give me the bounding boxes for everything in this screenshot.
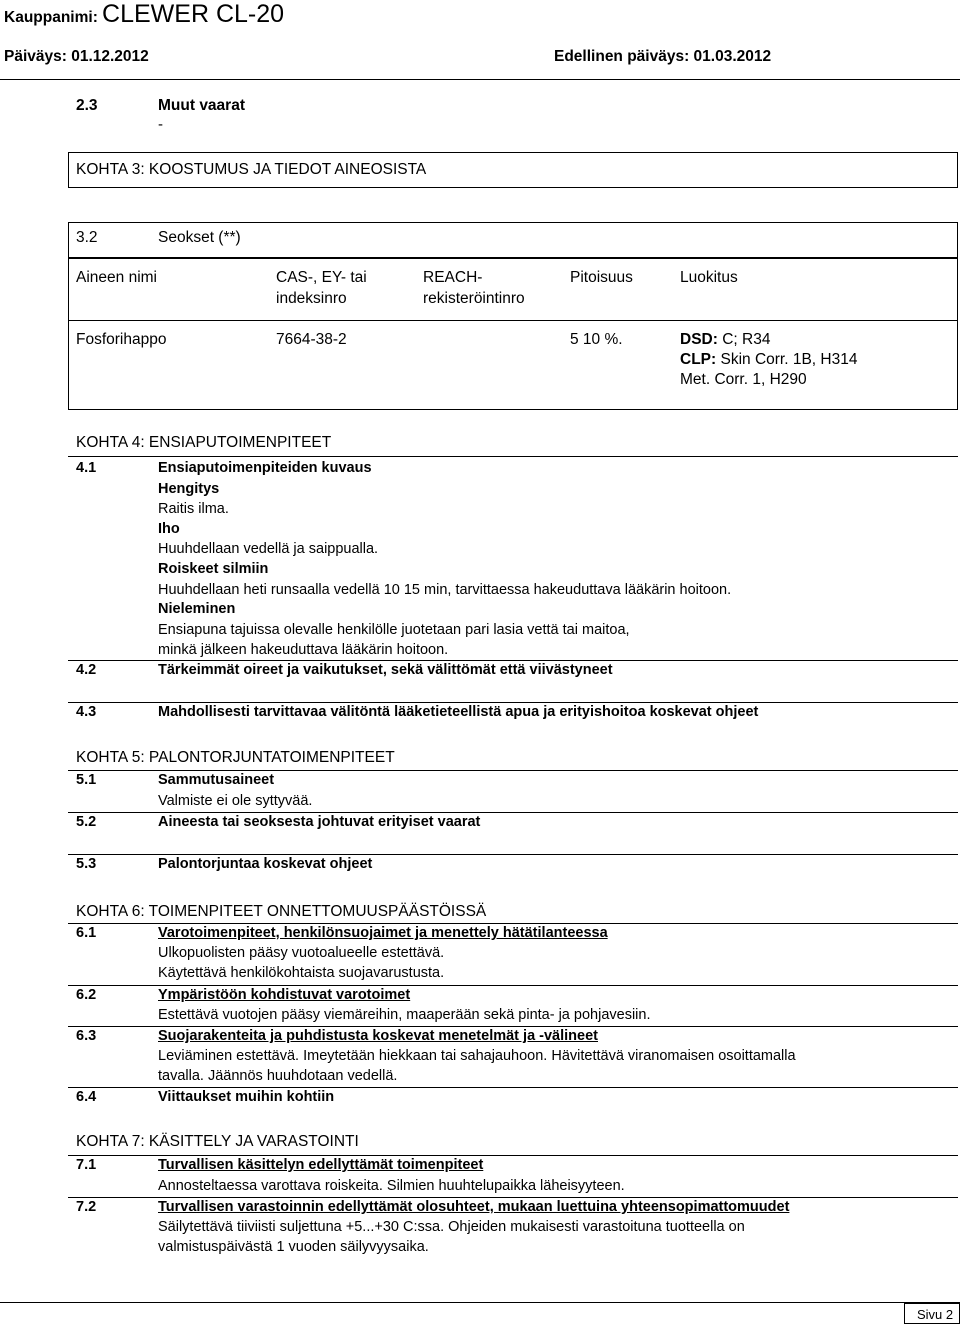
section-2-3-text: - bbox=[158, 116, 163, 133]
composition-table bbox=[68, 258, 958, 410]
s5-2-title: Aineesta tai seoksesta johtuvat erityiset vaarat bbox=[158, 814, 481, 830]
row-classification-met: Met. Corr. 1, H290 bbox=[680, 371, 807, 388]
table-header-divider bbox=[68, 320, 958, 321]
s5-3-title: Palontorjuntaa koskevat ohjeet bbox=[158, 856, 373, 872]
section-7-title: KOHTA 7: KÄSITTELY JA VARASTOINTI bbox=[76, 1133, 359, 1150]
s5-3-rule bbox=[68, 854, 958, 855]
s6-4-number: 6.4 bbox=[76, 1089, 97, 1105]
s4-2-title: Tärkeimmät oireet ja vaikutukset, sekä välittömät että viivästyneet bbox=[158, 662, 613, 678]
iho-label: Iho bbox=[158, 521, 180, 537]
s6-2-number: 6.2 bbox=[76, 987, 97, 1003]
clp-label: CLP: bbox=[680, 351, 717, 368]
previous-date-label: Edellinen päiväys: 01.03.2012 bbox=[554, 48, 772, 65]
row-substance-name: Fosforihappo bbox=[76, 331, 167, 348]
row-classification-clp bbox=[680, 350, 857, 370]
nieleminen-label: Nieleminen bbox=[158, 601, 236, 617]
s7-2-number: 7.2 bbox=[76, 1199, 97, 1215]
header-divider bbox=[0, 79, 960, 80]
row-cas-number: 7664-38-2 bbox=[276, 331, 347, 348]
s4-2-number: 4.2 bbox=[76, 662, 97, 678]
s6-3-text-1: Leviäminen estettävä. Imeytetään hiekkaan tai sahajauhoon. Hävitettävä viranomaisen osoittamalla bbox=[158, 1048, 796, 1064]
col-header-cas-line1: CAS-, EY- tai bbox=[276, 269, 367, 286]
s4-3-number: 4.3 bbox=[76, 704, 97, 720]
s7-2-rule bbox=[68, 1197, 958, 1198]
section-4-underline bbox=[68, 456, 958, 457]
s7-2-text-1: Säilytettävä tiiviisti suljettuna +5...+30 C:ssa. Ohjeiden mukaisesti varastoituna tuotteella on bbox=[158, 1219, 745, 1235]
silmat-text: Huuhdellaan heti runsaalla vedellä 10 15 min, tarvittaessa hakeuduttava lääkärin hoitoon. bbox=[158, 582, 732, 598]
s6-3-text-2: tavalla. Jäännös huuhdotaan vedellä. bbox=[158, 1068, 398, 1084]
clp-value: Skin Corr. 1B, H314 bbox=[720, 351, 858, 368]
s6-4-rule bbox=[68, 1087, 958, 1088]
s6-3-title: Suojarakenteita ja puhdistusta koskevat menetelmät ja -välineet bbox=[158, 1028, 598, 1044]
product-name: CLEWER CL-20 bbox=[102, 0, 285, 28]
dsd-label: DSD: bbox=[680, 331, 718, 348]
col-header-cas-line2: indeksinro bbox=[276, 290, 347, 307]
s5-3-number: 5.3 bbox=[76, 856, 97, 872]
s7-1-text: Annosteltaessa varottava roiskeita. Silmien huuhtelupaikka läheisyyteen. bbox=[158, 1178, 625, 1194]
page-number: Sivu 2 bbox=[917, 1307, 954, 1322]
s6-1-text-2: Käytettävä henkilökohtaista suojavarustusta. bbox=[158, 965, 445, 981]
s5-1-text: Valmiste ei ole syttyvää. bbox=[158, 793, 313, 809]
row-classification-dsd bbox=[680, 330, 770, 350]
s6-3-rule bbox=[68, 1026, 958, 1027]
s6-2-title: Ympäristöön kohdistuvat varotoimet bbox=[158, 987, 411, 1003]
s5-1-number: 5.1 bbox=[76, 772, 97, 788]
s4-1-number: 4.1 bbox=[76, 460, 97, 476]
hengitys-label: Hengitys bbox=[158, 481, 220, 497]
s6-2-text: Estettävä vuotojen pääsy viemäreihin, maaperään sekä pinta- ja pohjavesiin. bbox=[158, 1007, 651, 1023]
s7-2-title: Turvallisen varastoinnin edellyttämät olosuhteet, mukaan luettuina yhteensopimattomuudet bbox=[158, 1199, 790, 1215]
col-header-classification: Luokitus bbox=[680, 269, 738, 286]
s4-2-rule bbox=[68, 660, 958, 661]
s5-1-title: Sammutusaineet bbox=[158, 772, 275, 788]
col-header-concentration: Pitoisuus bbox=[570, 269, 633, 286]
col-header-substance: Aineen nimi bbox=[76, 269, 157, 286]
nieleminen-text-1: Ensiapuna tajuissa olevalle henkilölle juotetaan pari lasia vettä tai maitoa, bbox=[158, 622, 630, 638]
section-6-title: KOHTA 6: TOIMENPITEET ONNETTOMUUSPÄÄSTÖISSÄ bbox=[76, 903, 487, 920]
s5-2-number: 5.2 bbox=[76, 814, 97, 830]
s4-3-title: Mahdollisesti tarvittavaa välitöntä lääketieteellistä apua ja erityishoitoa koskevat ohjeet bbox=[158, 704, 759, 720]
dsd-value: C; R34 bbox=[722, 331, 771, 348]
section-5-title: KOHTA 5: PALONTORJUNTATOIMENPITEET bbox=[76, 749, 395, 766]
s7-1-number: 7.1 bbox=[76, 1157, 97, 1173]
s6-3-number: 6.3 bbox=[76, 1028, 97, 1044]
s6-1-title: Varotoimenpiteet, henkilönsuojaimet ja menettely hätätilanteessa bbox=[158, 925, 608, 941]
section-7-underline bbox=[68, 1155, 958, 1156]
s4-1-title: Ensiaputoimenpiteiden kuvaus bbox=[158, 460, 372, 476]
col-header-reach-line2: rekisteröintinro bbox=[423, 290, 525, 307]
hengitys-text: Raitis ilma. bbox=[158, 501, 229, 517]
iho-text: Huuhdellaan vedellä ja saippualla. bbox=[158, 541, 379, 557]
s4-3-rule bbox=[68, 702, 958, 703]
s7-1-title: Turvallisen käsittelyn edellyttämät toimenpiteet bbox=[158, 1157, 484, 1173]
date-label: Päiväys: 01.12.2012 bbox=[4, 48, 149, 65]
footer-divider bbox=[0, 1302, 960, 1303]
s6-2-rule bbox=[68, 985, 958, 986]
section-6-underline bbox=[68, 923, 958, 924]
s6-1-number: 6.1 bbox=[76, 925, 97, 941]
nieleminen-text-2: minkä jälkeen hakeuduttava lääkärin hoitoon. bbox=[158, 642, 449, 658]
col-header-reach-line1: REACH- bbox=[423, 269, 483, 286]
silmat-label: Roiskeet silmiin bbox=[158, 561, 269, 577]
trade-name-label: Kauppanimi: bbox=[4, 9, 98, 26]
section-5-underline bbox=[68, 770, 958, 771]
trade-name bbox=[4, 0, 284, 29]
s5-2-rule bbox=[68, 812, 958, 813]
s7-2-text-2: valmistuspäivästä 1 vuoden säilyvyysaika. bbox=[158, 1239, 429, 1255]
section-2-3-number: 2.3 bbox=[76, 97, 98, 114]
s6-1-text-1: Ulkopuolisten pääsy vuotoalueelle estettävä. bbox=[158, 945, 445, 961]
row-concentration: 5 10 %. bbox=[570, 331, 623, 348]
subsection-3-2-number: 3.2 bbox=[76, 229, 98, 246]
section-4-title: KOHTA 4: ENSIAPUTOIMENPITEET bbox=[76, 434, 332, 451]
subsection-3-2-title: Seokset (**) bbox=[158, 229, 241, 246]
section-3-title: KOHTA 3: KOOSTUMUS JA TIEDOT AINEOSISTA bbox=[76, 161, 427, 178]
s6-4-title: Viittaukset muihin kohtiin bbox=[158, 1089, 335, 1105]
section-2-3-title: Muut vaarat bbox=[158, 97, 245, 114]
